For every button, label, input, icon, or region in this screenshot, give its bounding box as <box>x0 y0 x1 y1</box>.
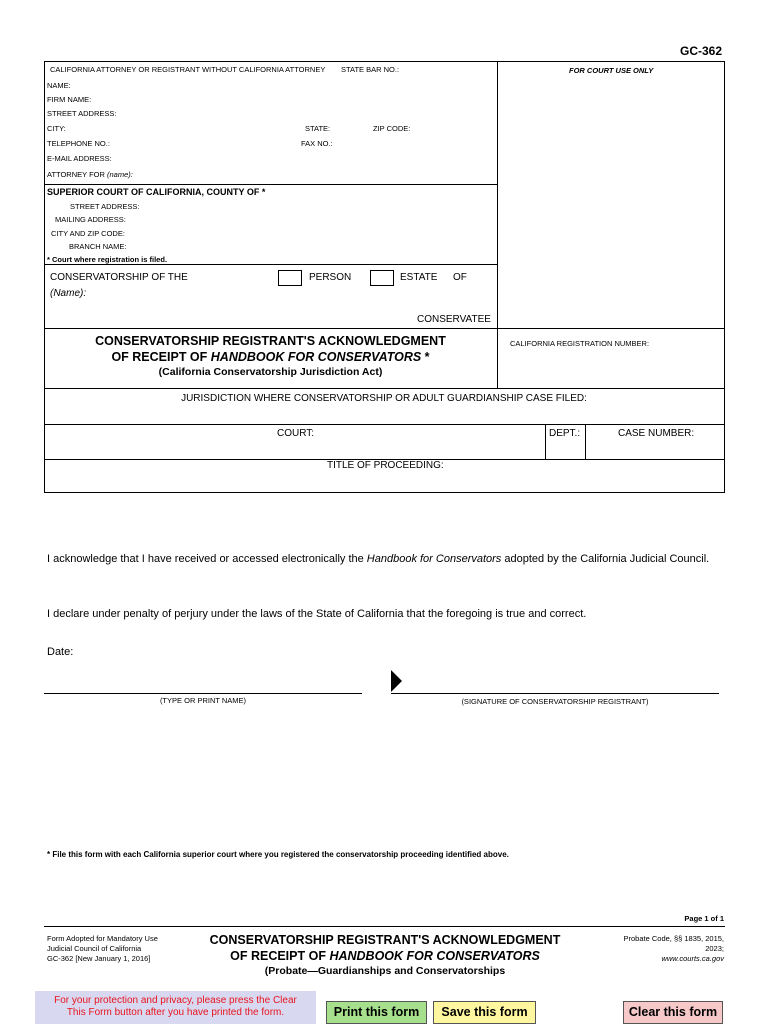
jurisdiction-heading: JURISDICTION WHERE CONSERVATORSHIP OR ADULT GUARDIANSHIP CASE FILED: <box>181 393 587 404</box>
estate-label: ESTATE <box>400 272 438 283</box>
case-number-label: CASE NUMBER: <box>618 428 695 439</box>
of-label: OF <box>453 272 467 283</box>
case-name-label: (Name): <box>50 288 87 299</box>
state-label: STATE: <box>305 124 331 133</box>
print-form-button[interactable]: Print this form <box>326 1001 427 1024</box>
signature-arrow-icon <box>391 670 403 692</box>
footnote: * File this form with each California superior court where you registered the conservatorship proceeding identified above. <box>47 850 509 859</box>
footer-title-line2: OF RECEIPT OF HANDBOOK FOR CONSERVATORS <box>230 949 540 963</box>
conservatorship-of-label: CONSERVATORSHIP OF THE <box>50 272 188 283</box>
type-name-label: (TYPE OR PRINT NAME) <box>159 696 247 705</box>
fax-label: FAX NO.: <box>301 139 333 148</box>
phone-label: TELEPHONE NO.: <box>47 139 110 148</box>
footer-title-line1: CONSERVATORSHIP REGISTRANT'S ACKNOWLEDGMENT <box>209 933 561 947</box>
adopted-info: Form Adopted for Mandatory Use Judicial Council of California GC-362 [New January 1, 2016] <box>47 934 158 963</box>
form-title-line1: CONSERVATORSHIP REGISTRANT'S ACKNOWLEDGMENT <box>95 334 446 348</box>
state-bar-label: STATE BAR NO.: <box>341 65 400 74</box>
acknowledgment-text: I acknowledge that I have received or accessed electronically the Handbook for Conservators adopted by the California Judicial Council. <box>47 553 710 565</box>
probate-code: Probate Code, §§ 1835, 2015, 2023; www.courts.ca.gov <box>623 934 724 963</box>
firm-label: FIRM NAME: <box>47 95 92 104</box>
zip-label: ZIP CODE: <box>373 124 411 133</box>
conservatee-label: CONSERVATEE <box>417 314 491 325</box>
person-checkbox[interactable] <box>278 270 302 286</box>
signature-label: (SIGNATURE OF CONSERVATORSHIP REGISTRANT) <box>461 697 649 706</box>
date-label: Date: <box>47 646 74 658</box>
person-label: PERSON <box>309 272 352 283</box>
city-label: CITY: <box>47 124 66 133</box>
court-city-zip-label: CITY AND ZIP CODE: <box>51 229 125 238</box>
estate-checkbox[interactable] <box>370 270 394 286</box>
court-use-label: FOR COURT USE ONLY <box>569 66 654 75</box>
form-number: GC-362 <box>680 44 723 58</box>
footer-title-line3: (Probate—Guardianships and Conservatorships <box>264 965 506 977</box>
court-street-label: STREET ADDRESS: <box>70 202 140 211</box>
privacy-notice: For your protection and privacy, please press the Clear This Form button after you have printed the form. <box>35 991 316 1024</box>
form-title-line2: OF RECEIPT OF HANDBOOK FOR CONSERVATORS * <box>111 350 430 364</box>
name-label: NAME: <box>47 81 71 90</box>
court-mailing-label: MAILING ADDRESS: <box>55 215 126 224</box>
court-branch-label: BRANCH NAME: <box>69 242 127 251</box>
clear-form-button[interactable]: Clear this form <box>623 1001 723 1024</box>
form-title-line3: (California Conservatorship Jurisdiction Act) <box>158 366 383 378</box>
declaration-text: I declare under penalty of perjury under the laws of the State of California that the foregoing is true and correct. <box>47 608 587 620</box>
court-title: SUPERIOR COURT OF CALIFORNIA, COUNTY OF * <box>47 187 266 197</box>
attorney-for-label: ATTORNEY FOR (name): <box>47 170 133 179</box>
street-label: STREET ADDRESS: <box>47 109 117 118</box>
page-number: Page 1 of 1 <box>684 914 724 923</box>
save-form-button[interactable]: Save this form <box>433 1001 536 1024</box>
court-field-label: COURT: <box>277 428 315 439</box>
email-label: E-MAIL ADDRESS: <box>47 154 112 163</box>
title-of-proceeding-label: TITLE OF PROCEEDING: <box>327 460 444 471</box>
attorney-label: CALIFORNIA ATTORNEY OR REGISTRANT WITHOUT CALIFORNIA ATTORNEY <box>50 65 326 74</box>
dept-label: DEPT.: <box>549 428 581 439</box>
court-note: * Court where registration is filed. <box>47 255 168 264</box>
registration-number-label: CALIFORNIA REGISTRATION NUMBER: <box>510 339 650 348</box>
